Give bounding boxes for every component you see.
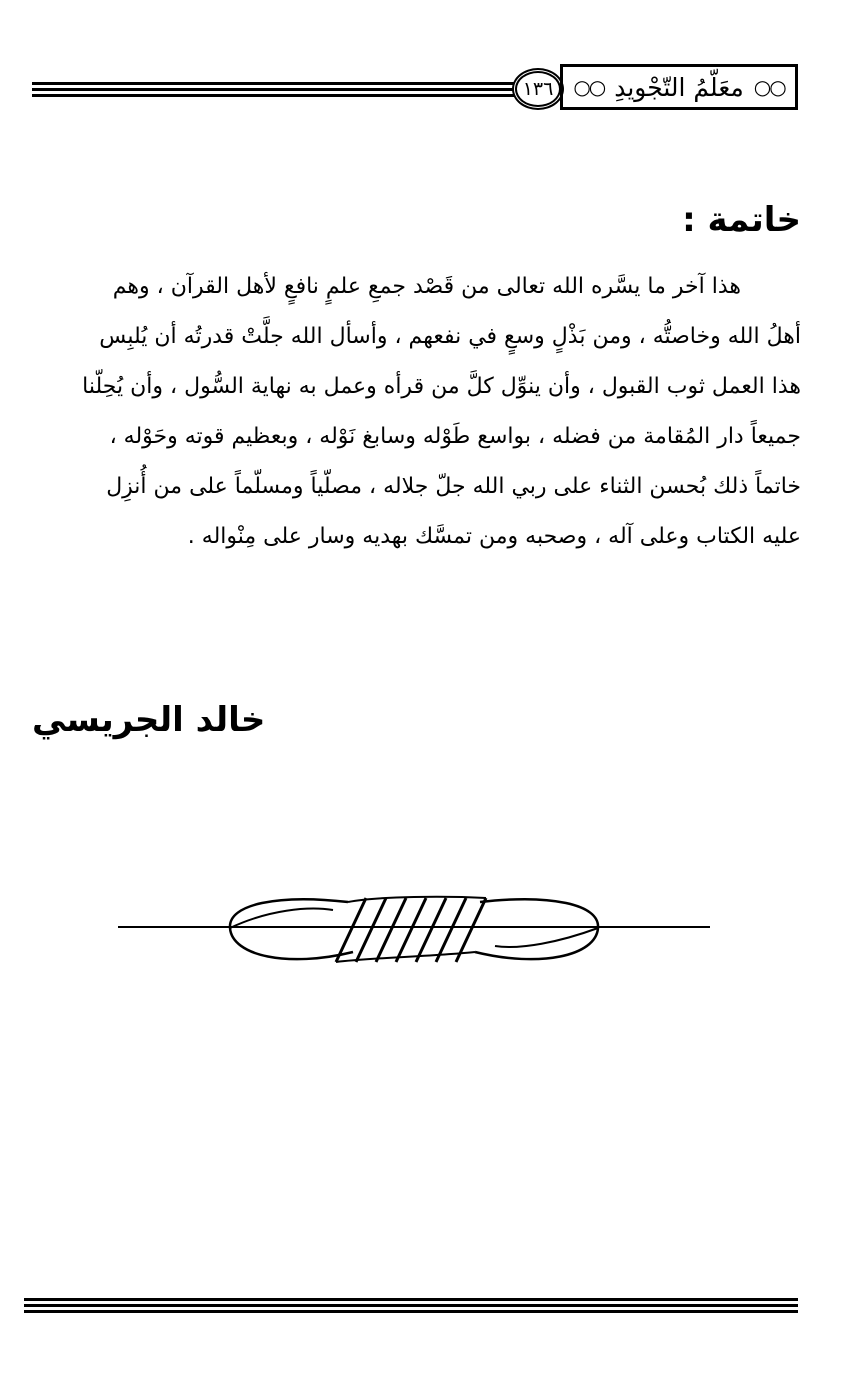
header-ornament-right: ○○ [753, 75, 785, 99]
paragraph-line: هذا آخر ما يسَّره الله تعالى من قَصْد جمعِ علمٍ نافعٍ لأهل القرآن ، وهم [112, 274, 741, 299]
section-heading: خاتمة : [682, 200, 801, 240]
paragraph-line: هذا العمل ثوب القبول ، وأن ينوِّل كلَّ من قرأه وعمل به نهاية السُّول ، وأن يُحِلّنا [82, 374, 801, 399]
header-ornament-left: ○○ [573, 75, 605, 99]
running-title: معَلّمُ التّجْويدِ [614, 72, 744, 102]
page-number: ١٣٦ [512, 68, 564, 110]
header-rule [32, 82, 522, 100]
paragraph-line: عليه الكتاب وعلى آله ، وصحبه ومن تمسَّك بهديه وسار على مِنْواله . [187, 524, 801, 549]
paragraph-line: خاتماً ذلك بُحسن الثناء على ربي الله جلّ جلاله ، مصلّياً ومسلّماً على من أُنزِل [106, 474, 801, 499]
paragraph-line: جميعاً دار المُقامة من فضله ، بواسع طَوْله وسابغ نَوْله ، وبعظيم قوته وحَوْله ، [109, 424, 801, 449]
paragraph-line: أهلُ الله وخاصتُّه ، ومن بَذْلٍ وسعٍ في نفعهم ، وأسأل الله جلَّتْ قدرتُه أن يُلبِس [99, 324, 801, 349]
conclusion-paragraph [31, 262, 801, 562]
author-signature: خالد الجريسي [32, 700, 266, 740]
running-header [560, 64, 798, 110]
decorative-flourish [118, 880, 710, 980]
footer-rule [24, 1298, 798, 1318]
